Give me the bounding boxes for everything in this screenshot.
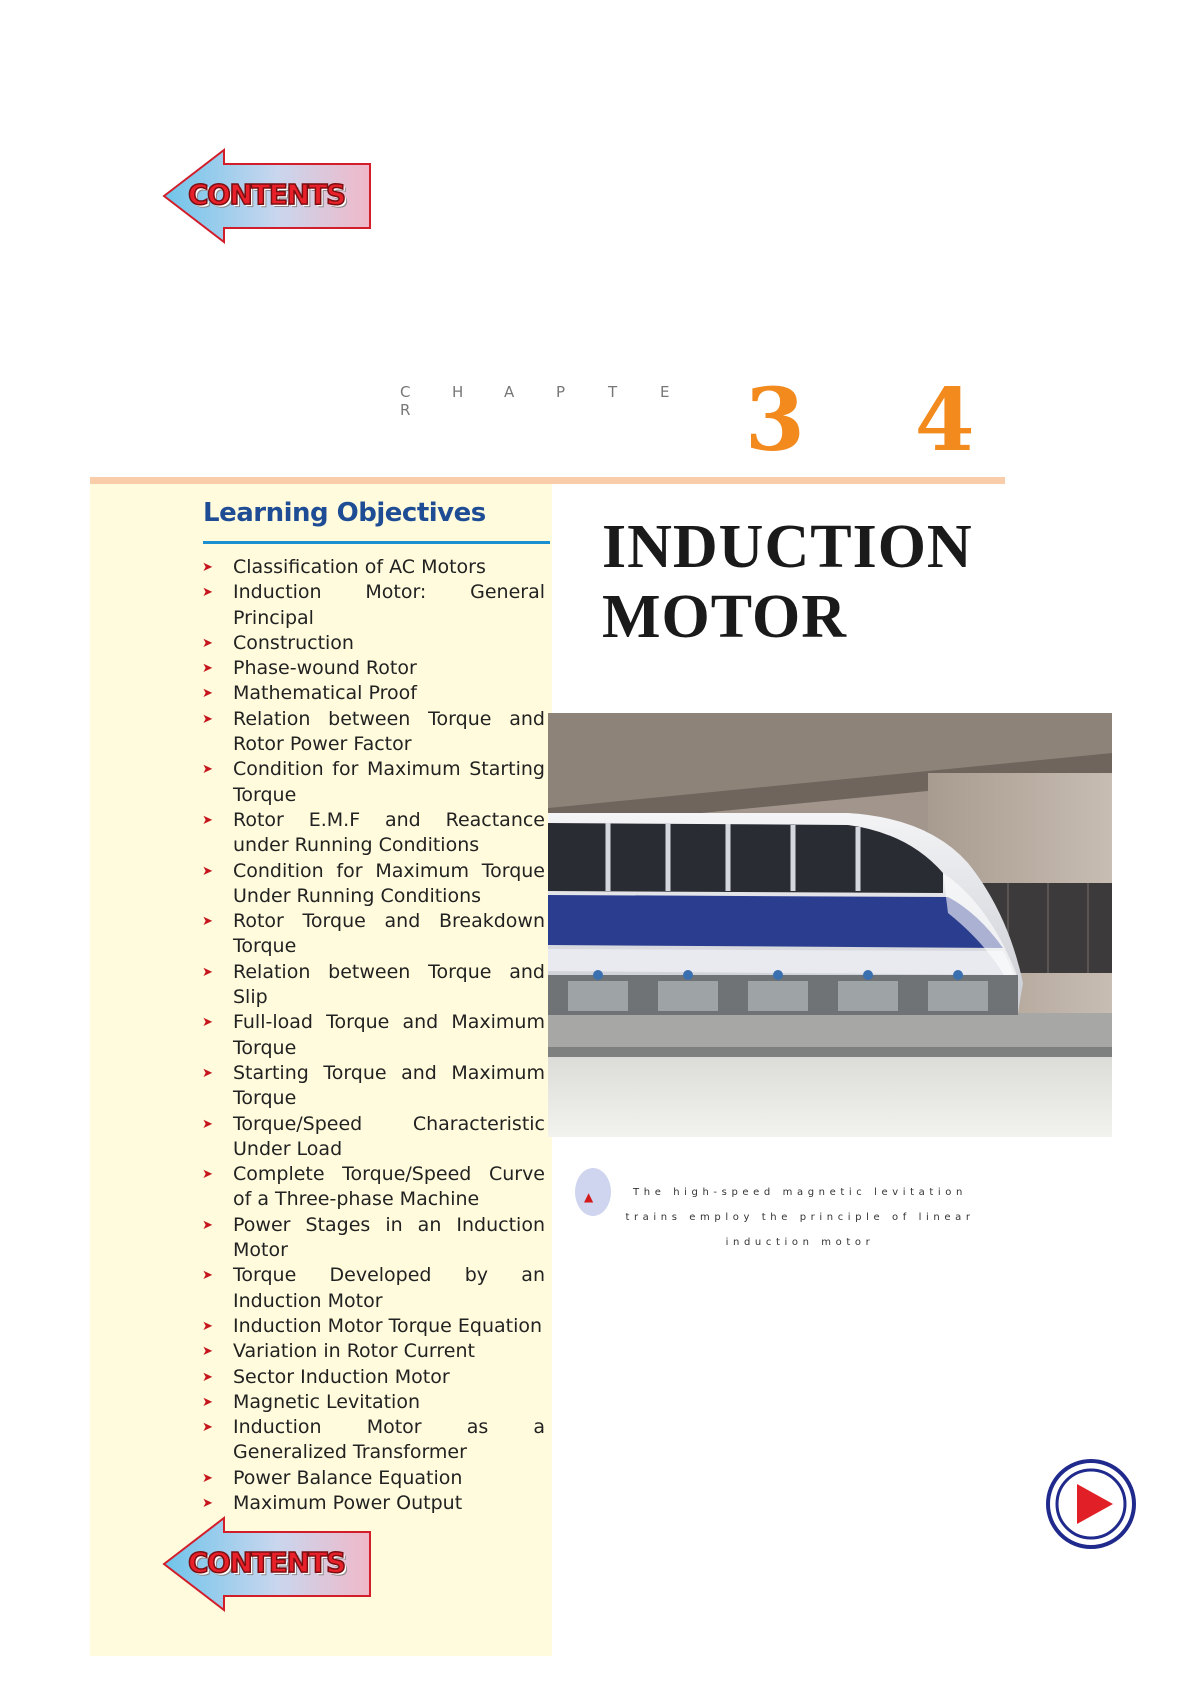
chapter-letter: P: [556, 383, 566, 401]
arrow-bullet-icon: ➤: [202, 1495, 213, 1511]
objective-text: Torque/Speed Characteristic Under Load: [233, 1112, 545, 1160]
objective-item: [200, 555, 545, 580]
arrow-bullet-icon: ➤: [202, 585, 213, 601]
objective-text: Full-load Torque and Maximum Torque: [233, 1011, 545, 1059]
chapter-title-line: MOTOR: [602, 583, 847, 651]
objective-item: [200, 1213, 545, 1264]
chapter-word: [400, 383, 730, 419]
objective-text: Construction: [233, 631, 354, 654]
contents-button-bottom[interactable]: [162, 1516, 372, 1612]
objective-item: [200, 1061, 545, 1112]
objective-text: Induction Motor: General Principal: [233, 581, 545, 629]
objective-item: [200, 681, 545, 706]
objective-item: [200, 1339, 545, 1364]
contents-label: CONTENTS: [188, 1546, 345, 1579]
next-page-button[interactable]: [1045, 1458, 1137, 1550]
objective-text: Relation between Torque and Rotor Power Factor: [233, 707, 545, 756]
chapter-letter: H: [452, 383, 464, 401]
objective-item: [200, 1112, 545, 1163]
objective-text: Starting Torque and Maximum Torque: [233, 1061, 545, 1110]
objective-item: [200, 707, 545, 758]
arrow-bullet-icon: ➤: [202, 1116, 213, 1132]
objective-text: Mathematical Proof: [233, 682, 417, 705]
objective-text: Maximum Power Output: [233, 1491, 463, 1514]
arrow-bullet-icon: ➤: [202, 635, 213, 651]
chapter-title: [602, 512, 1022, 652]
chapter-letter: R: [400, 401, 411, 419]
objectives-underline: [203, 541, 550, 544]
objective-text: Complete Torque/Speed Curve of a Three-phase Machine: [233, 1163, 545, 1211]
arrow-bullet-icon: ➤: [202, 964, 213, 980]
arrow-bullet-icon: ➤: [202, 560, 213, 575]
objective-text: Condition for Maximum Starting Torque: [233, 758, 545, 806]
objective-text: Torque Developed by an Induction Motor: [233, 1264, 545, 1312]
objective-text: Rotor E.M.F and Reactance under Running Conditions: [233, 808, 545, 857]
arrow-bullet-icon: ➤: [202, 1318, 213, 1334]
objective-item: [200, 1365, 545, 1390]
objective-item: [200, 859, 545, 910]
objective-text: Rotor Torque and Breakdown Torque: [233, 910, 545, 958]
arrow-bullet-icon: ➤: [202, 863, 213, 879]
objective-text: Magnetic Levitation: [233, 1390, 420, 1413]
arrow-bullet-icon: ➤: [202, 1268, 213, 1284]
chapter-letter: A: [504, 383, 515, 401]
arrow-bullet-icon: ➤: [202, 1217, 213, 1233]
objective-item: [200, 808, 545, 859]
contents-label: CONTENTS: [188, 178, 345, 211]
arrow-bullet-icon: ➤: [202, 661, 213, 677]
objective-item: [200, 580, 545, 631]
chapter-letter: E: [660, 383, 670, 401]
objective-item: [200, 1390, 545, 1415]
arrow-bullet-icon: ➤: [202, 686, 213, 702]
chapter-letter: T: [608, 383, 618, 401]
photo-caption: The high-speed magnetic levitation trains employ the principle of linear induction motor: [625, 1187, 975, 1248]
arrow-bullet-icon: ➤: [202, 1420, 213, 1436]
objective-item: [200, 1010, 545, 1061]
objectives-title: Learning Objectives: [203, 498, 486, 528]
arrow-bullet-icon: ➤: [202, 1470, 213, 1486]
arrow-bullet-icon: ➤: [202, 914, 213, 930]
objectives-list: [200, 555, 545, 1516]
arrow-bullet-icon: ➤: [202, 1344, 213, 1360]
objective-text: Relation between Torque and Slip: [233, 960, 545, 1009]
play-icon: [1045, 1458, 1137, 1550]
arrow-bullet-icon: ➤: [202, 1167, 213, 1183]
objective-text: Classification of AC Motors: [233, 556, 486, 578]
objective-item: [200, 1415, 545, 1466]
objective-item: [200, 656, 545, 681]
chapter-letter: C: [400, 383, 411, 401]
maglev-train-illustration: [548, 713, 1112, 1137]
chapter-title-line: INDUCTION: [602, 513, 973, 581]
arrow-bullet-icon: ➤: [202, 711, 213, 727]
objective-item: [200, 631, 545, 656]
up-arrow-icon: ▲: [584, 1190, 594, 1204]
arrow-bullet-icon: ➤: [202, 762, 213, 778]
objective-text: Phase-wound Rotor: [233, 657, 417, 680]
objective-text: Induction Motor as a Generalized Transformer: [233, 1416, 545, 1464]
contents-button-top[interactable]: [162, 148, 372, 244]
arrow-bullet-icon: ➤: [202, 1394, 213, 1410]
objective-item: [200, 1314, 545, 1339]
arrow-bullet-icon: ➤: [202, 1369, 213, 1385]
objective-item: [200, 1466, 545, 1491]
chapter-number: 3 4: [745, 370, 1015, 471]
objective-item: [200, 960, 545, 1011]
objective-text: Sector Induction Motor: [233, 1365, 450, 1388]
objective-text: Power Balance Equation: [233, 1466, 463, 1489]
arrow-bullet-icon: ➤: [202, 1065, 213, 1081]
objective-item: [200, 757, 545, 808]
objective-item: [200, 1162, 545, 1213]
objective-text: Induction Motor Torque Equation: [233, 1314, 543, 1337]
arrow-bullet-icon: ➤: [202, 812, 213, 828]
objective-item: [200, 1263, 545, 1314]
objective-item: [200, 1491, 545, 1516]
chapter-divider: [90, 477, 1005, 484]
objective-text: Power Stages in an Induction Motor: [233, 1213, 545, 1262]
objective-text: Variation in Rotor Current: [233, 1340, 475, 1363]
maglev-train-photo: [548, 713, 1112, 1137]
objective-item: [200, 909, 545, 960]
objective-text: Condition for Maximum Torque Under Running Conditions: [233, 859, 545, 907]
arrow-bullet-icon: ➤: [202, 1015, 213, 1031]
